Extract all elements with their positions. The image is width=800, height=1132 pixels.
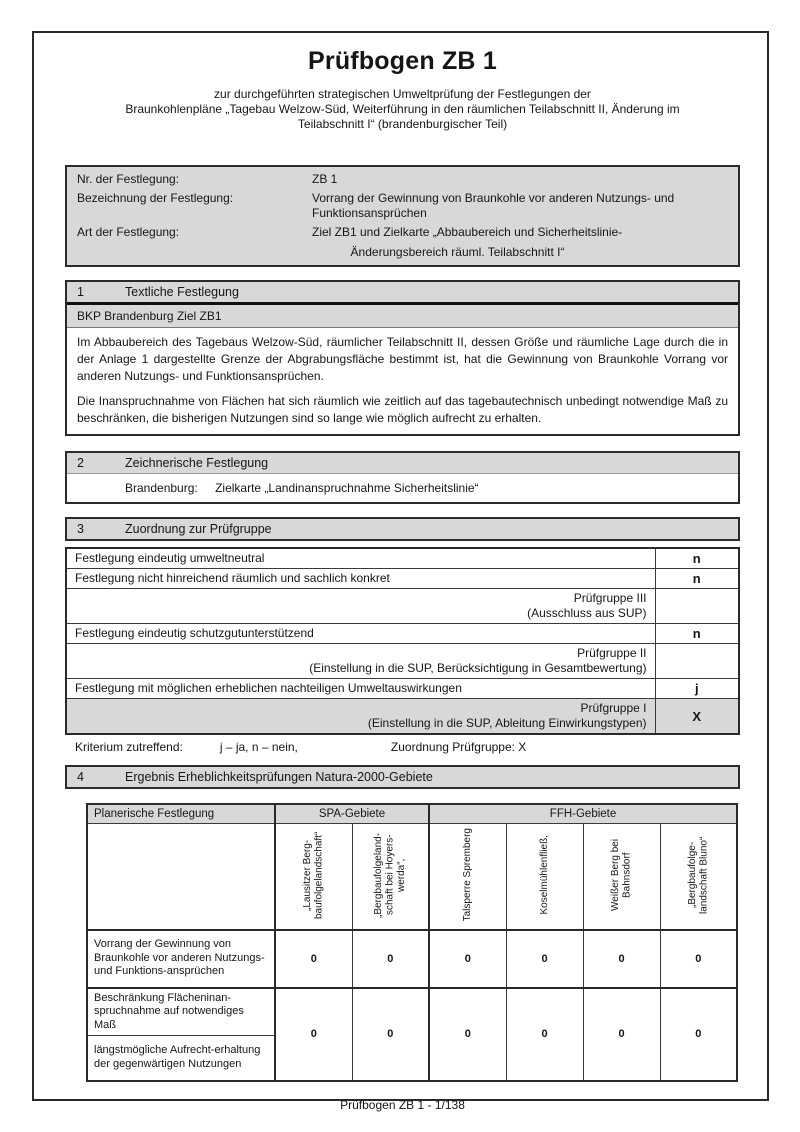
pruefgruppe-line-2: (Einstellung in die SUP, Ableitung Einwirkungstypen)	[367, 716, 647, 730]
info-label-art: Art der Festlegung:	[77, 225, 180, 239]
criterion-text: Festlegung eindeutig umweltneutral	[66, 548, 655, 569]
criterion-value: n	[655, 624, 739, 644]
pruefgruppe-line-2: (Ausschluss aus SUP)	[527, 606, 647, 620]
result-value: 0	[275, 988, 352, 1081]
group-header-ffh: FFH-Gebiete	[429, 804, 737, 824]
section-number: 2	[77, 456, 84, 470]
table-row	[66, 548, 739, 569]
section-zuordnung-header	[65, 517, 740, 541]
pruefgruppe-line-1: Prüfgruppe III	[573, 591, 647, 605]
criterion-value	[655, 644, 739, 679]
page-footer: Prüfbogen ZB 1 - 1/138	[340, 1097, 465, 1112]
festlegung-text	[67, 328, 738, 434]
section-1-header	[67, 282, 738, 305]
site-name: „Lausitzer Berg-baufolgelandschaft“	[302, 831, 325, 919]
subtitle-line-1: zur durchgeführten strategischen Umweltprüfung der Festlegungen der	[214, 87, 591, 101]
festlegung-paragraph-1: Im Abbaubereich des Tagebaus Welzow-Süd, räumlicher Teilabschnitt II, dessen Größe und räumliche Lage durch die in der Anlage 1 dargestellte Grenze der Abgrabungsfläche bestimmt ist, hat die Gewinnung von Braunkohle Vorrang vor anderen Nutzungs- und Funktionsansprüchen.	[77, 335, 728, 383]
result-value: 0	[429, 930, 506, 988]
table-row	[66, 589, 739, 624]
zeichnerische-festlegung-row	[67, 474, 738, 502]
criterion-value: j	[655, 679, 739, 699]
legend-assignment: Zuordnung Prüfgruppe: X	[390, 740, 527, 754]
section-textliche-festlegung	[65, 280, 740, 436]
result-value: 0	[583, 988, 660, 1081]
info-row	[67, 170, 738, 189]
section-title: Zuordnung zur Prüfgruppe	[125, 522, 272, 536]
pruefgruppe-iii-cell	[66, 589, 655, 624]
criterion-text: Festlegung eindeutig schutzgutunterstützend	[66, 624, 655, 644]
page-subtitle	[65, 87, 740, 132]
result-value: 0	[506, 930, 583, 988]
festlegung-label: längstmögliche Aufrecht-erhaltung der gegenwärtigen Nutzungen	[87, 1036, 275, 1081]
table-row	[66, 644, 739, 679]
site-header-cell	[429, 824, 506, 930]
result-value: 0	[429, 988, 506, 1081]
legend-values: j – ja, n – nein,	[219, 740, 298, 754]
natura-data-row	[87, 930, 737, 988]
page-title: Prüfbogen ZB 1	[308, 47, 497, 75]
natura-site-header-row	[87, 824, 737, 930]
site-name: Weißer Berg bei Bahnsdorf	[610, 838, 633, 911]
result-value: 0	[660, 930, 737, 988]
section-title: Ergebnis Erheblichkeitsprüfungen Natura-2000-Gebiete	[125, 770, 433, 784]
pruefgruppe-table	[65, 547, 740, 735]
festlegung-label: Beschränkung Flächeninan-spruchnahme auf notwendiges Maß	[87, 988, 275, 1036]
site-name: Talsperre Spremberg	[462, 828, 474, 922]
group-header-spa: SPA-Gebiete	[275, 804, 429, 824]
site-header-cell	[275, 824, 352, 930]
info-value-nr: ZB 1	[312, 172, 338, 186]
section-zeichnerische-festlegung	[65, 451, 740, 504]
empty-corner-cell	[87, 824, 275, 930]
section-title: Textliche Festlegung	[125, 285, 239, 299]
table-row	[66, 679, 739, 699]
pruefgruppe-i-cell	[66, 699, 655, 735]
site-header-cell	[352, 824, 429, 930]
info-row	[67, 223, 738, 242]
zuordnung-value: X	[655, 699, 739, 735]
pruefgruppe-line-1: Prüfgruppe II	[577, 646, 647, 660]
info-row	[67, 189, 738, 223]
criterion-text: Festlegung nicht hinreichend räumlich und sachlich konkret	[66, 569, 655, 589]
result-value: 0	[275, 930, 352, 988]
festlegung-info-table	[65, 165, 740, 267]
plan-subheading: BKP Brandenburg Ziel ZB1	[67, 305, 738, 328]
site-name: „Bergbaufolge-landschaft Bluno“	[686, 836, 710, 914]
result-value: 0	[352, 930, 429, 988]
section-number: 3	[77, 522, 84, 536]
section-natura-header	[65, 765, 740, 789]
site-header-cell	[660, 824, 737, 930]
result-value: 0	[506, 988, 583, 1081]
subtitle-line-2: Braunkohlenpläne „Tagebau Welzow-Süd, Weiterführung in den räumlichen Teilabschnitt II, Änderung im	[125, 102, 680, 116]
festlegung-paragraph-2: Die Inanspruchnahme von Flächen hat sich räumlich wie zeitlich auf das tagebautechnisch unbedingt notwendige Maß zu beschränken, die bisherigen Nutzungen sind so lange wie möglich aufrecht zu erhalten.	[77, 394, 728, 425]
region-label: Brandenburg:	[125, 481, 198, 495]
pruefgruppe-ii-cell	[66, 644, 655, 679]
info-label-nr: Nr. der Festlegung:	[77, 172, 180, 186]
natura-data-row	[87, 988, 737, 1036]
site-header-cell	[506, 824, 583, 930]
site-name: „Bergbaufolgeland-schaft bei Hoyers-werda“,	[373, 832, 407, 918]
result-value: 0	[660, 988, 737, 1081]
natura-header-row	[87, 804, 737, 824]
criterion-value	[655, 589, 739, 624]
site-header-cell	[583, 824, 660, 930]
pruefgruppe-line-1: Prüfgruppe I	[580, 701, 647, 715]
info-value-art-continuation: Änderungsbereich räuml. Teilabschnitt I“	[350, 245, 565, 259]
info-value-bezeichnung: Vorrang der Gewinnung von Braunkohle vor anderen Nutzungs- und Funktionsansprüchen	[312, 191, 675, 220]
criterion-value: n	[655, 569, 739, 589]
legend-label: Kriterium zutreffend:	[75, 740, 183, 754]
section-number: 4	[77, 770, 84, 784]
subtitle-line-3: Teilabschnitt I“ (brandenburgischer Teil)	[297, 117, 508, 131]
info-value-art: Ziel ZB1 und Zielkarte „Abbaubereich und Sicherheitslinie-	[312, 225, 623, 239]
section-title: Zeichnerische Festlegung	[125, 456, 269, 470]
section-number: 1	[77, 285, 84, 299]
table-row	[66, 624, 739, 644]
criterion-text: Festlegung mit möglichen erheblichen nachteiligen Umweltauswirkungen	[66, 679, 655, 699]
result-value: 0	[352, 988, 429, 1081]
pruefgruppe-line-2: (Einstellung in die SUP, Berücksichtigung in Gesamtbewertung)	[309, 661, 647, 675]
criteria-legend	[65, 740, 740, 754]
info-label-bezeichnung: Bezeichnung der Festlegung:	[77, 191, 234, 205]
zielkarte-value: Zielkarte „Landinanspruchnahme Sicherheitslinie“	[215, 481, 479, 495]
document-content	[34, 47, 767, 1112]
section-2-header	[67, 453, 738, 474]
festlegung-label: Vorrang der Gewinnung von Braunkohle vor anderen Nutzungs- und Funktions-ansprüchen	[87, 930, 275, 988]
document-sheet	[32, 31, 769, 1112]
criterion-value: n	[655, 548, 739, 569]
table-row	[66, 569, 739, 589]
table-row-pruefgruppe-i	[66, 699, 739, 735]
natura-2000-table	[86, 803, 738, 1082]
col-header-planerische-festlegung: Planerische Festlegung	[87, 804, 275, 824]
result-value: 0	[583, 930, 660, 988]
site-name: Koselmühlenfließ,	[538, 835, 550, 915]
